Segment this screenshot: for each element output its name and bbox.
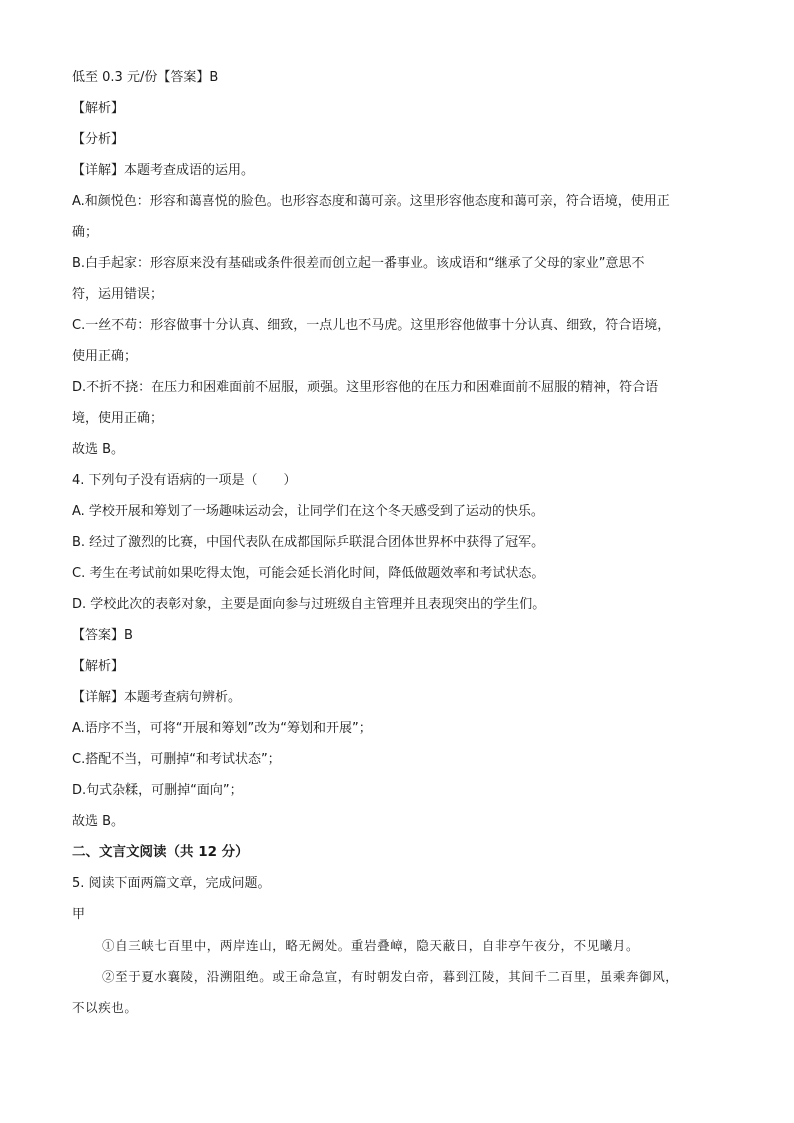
option-d-explanation-cont: 境，使用正确； [72,411,164,426]
analysis-option-c: C.搭配不当，可删掉“和考试状态”； [72,752,281,767]
text-line-price-answer: 低至 0.3 元/份【答案】B [72,70,219,85]
label-analysis: 【解析】 [72,101,125,116]
analysis-option-a: A.语序不当，可将“开展和筹划”改为“筹划和开展”； [72,721,372,736]
option-a-explanation: A.和颜悦色：形容和蔼喜悦的脸色。也形容态度和蔼可亲。这里形容他态度和蔼可亲，符合语境，使用正 [72,194,670,209]
question-4-option-b: B. 经过了激烈的比赛，中国代表队在成都国际乒联混合团体世界杯中获得了冠军。 [72,535,545,550]
detail-intro-2: 【详解】本题考查病句辨析。 [72,690,242,705]
question-4-answer: 【答案】B [72,628,133,643]
option-c-explanation-cont: 使用正确； [72,349,138,364]
passage-paragraph-1: ①自三峡七百里中，两岸连山，略无阙处。重岩叠嶂，隐天蔽日，自非亭午夜分，不见曦月。 [102,938,640,953]
document-body [72,62,724,1023]
option-a-explanation-cont: 确； [72,225,99,240]
section-heading-classical: 二、文言文阅读（共 12 分） [72,844,249,860]
option-d-explanation: D.不折不挠：在压力和困难面前不屈服，顽强。这里形容他的在压力和困难面前不屈服的精神，符合语 [72,380,659,395]
conclusion-line-2: 故选 B。 [72,814,125,829]
passage-label-jia: 甲 [72,907,86,922]
conclusion-line: 故选 B。 [72,442,125,457]
analysis-option-d: D.句式杂糅，可删掉“面向”； [72,783,243,798]
question-4-option-c: C. 考生在考试前如果吃得太饱，可能会延长消化时间，降低做题效率和考试状态。 [72,566,545,581]
question-4-option-a: A. 学校开展和筹划了一场趣味运动会，让同学们在这个冬天感受到了运动的快乐。 [72,504,544,519]
question-5-stem: 5. 阅读下面两篇文章，完成问题。 [72,876,271,891]
detail-intro: 【详解】本题考查成语的运用。 [72,163,255,178]
passage-paragraph-2: ②至于夏水襄陵，沿溯阻绝。或王命急宣，有时朝发白帝，暮到江陵，其间千二百里，虽乘奔御风， [102,969,679,984]
option-b-explanation-cont: 符，运用错误； [72,287,164,302]
label-fenxi: 【分析】 [72,132,125,147]
option-c-explanation: C.一丝不苟：形容做事十分认真、细致，一点儿也不马虎。这里形容他做事十分认真、细致，符合语境， [72,318,671,333]
label-analysis-2: 【解析】 [72,659,125,674]
option-b-explanation: B.白手起家：形容原来没有基础或条件很差而创立起一番事业。该成语和“继承了父母的家业”意思不 [72,256,645,271]
question-4-stem: 4. 下列句子没有语病的一项是（ ） [72,473,297,488]
question-4-option-d: D. 学校此次的表彰对象，主要是面向参与过班级自主管理并且表现突出的学生们。 [72,597,546,612]
passage-paragraph-2-cont: 不以疾也。 [72,1000,138,1015]
